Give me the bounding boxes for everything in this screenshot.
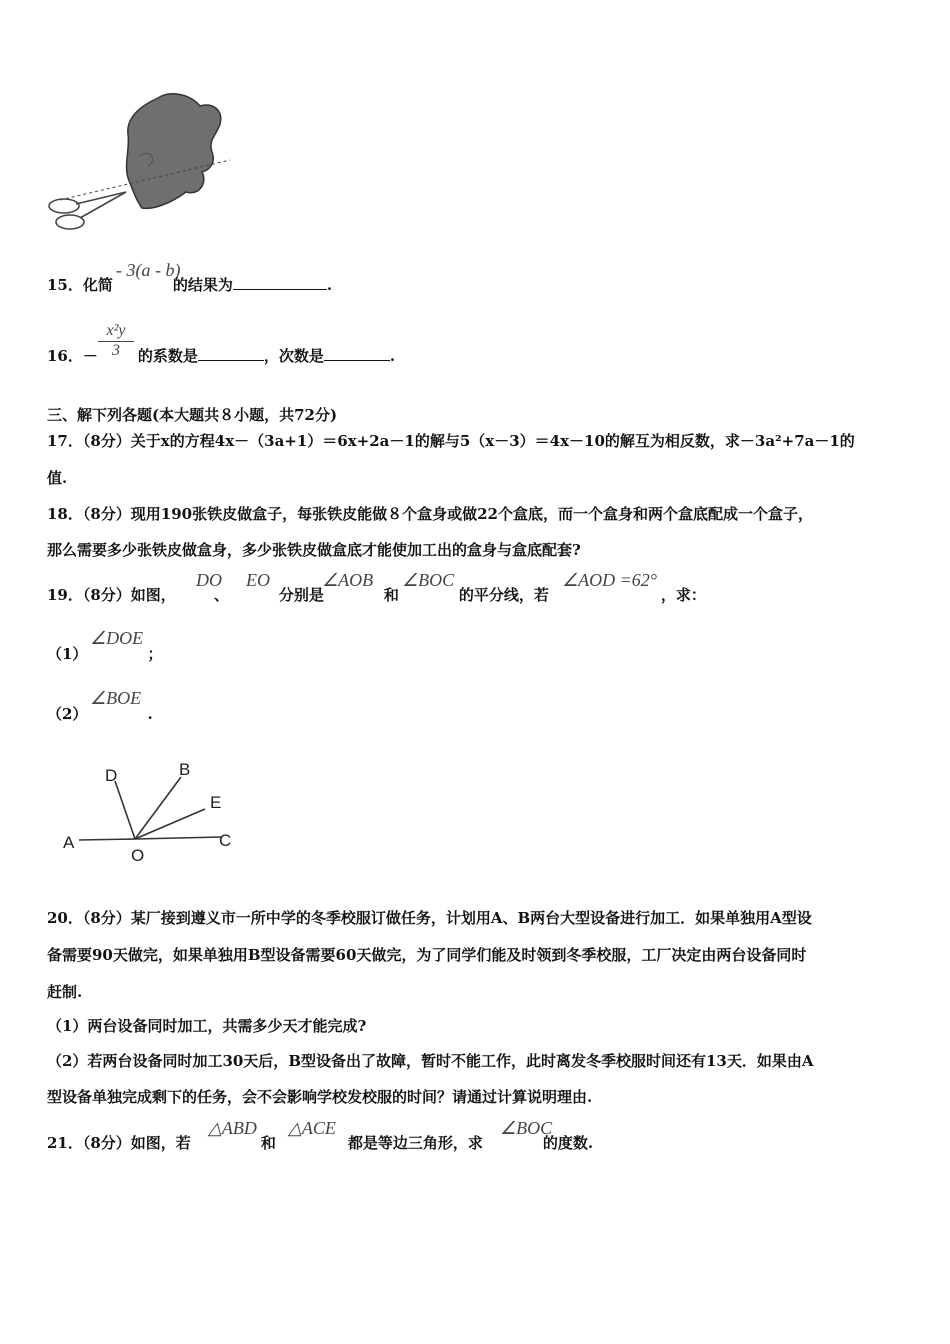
q19-expr-aod: ∠AOD =62° bbox=[562, 570, 657, 590]
label-c: C bbox=[219, 831, 232, 850]
q21-expr-ace: △ACE bbox=[288, 1118, 336, 1138]
section-3-heading: 三、解下列各题(本大题共８小题，共72分) bbox=[47, 406, 338, 424]
q21-expr-abd: △ABD bbox=[208, 1118, 257, 1138]
question-20-line1: 20．（8分）某厂接到遵义市一所中学的冬季校服订做任务，计划用A、B两台大型设备进行加工．如果单独用A型设 bbox=[47, 909, 812, 927]
question-17-line1: 17．（8分）关于x的方程4x－（3a+1）＝6x+2a－1的解与5（x－3）＝4x－10的解互为相反数，求－3a²+7a－1的 bbox=[47, 432, 855, 450]
q16-fraction bbox=[98, 322, 134, 360]
label-d: D bbox=[105, 766, 118, 785]
q20-sub2-line2: 型设备单独完成剩下的任务，会不会影响学校发校服的时间？请通过计算说明理由. bbox=[47, 1088, 593, 1106]
q20-sub2-line1: （2）若两台设备同时加工30天后，B型设备出了故障，暂时不能工作，此时离发冬季校服时间还有13天．如果由A bbox=[47, 1052, 814, 1070]
fraction-denominator: 3 bbox=[112, 342, 120, 359]
question-20-line3: 赶制. bbox=[47, 983, 83, 1001]
question-20-line2: 备需要90天做完，如果单独用B型设备需要60天做完，为了同学们能及时领到冬季校服，工厂决定由两台设备同时 bbox=[47, 946, 807, 964]
question-19: 19．（8分）如图， 、 分别是 和 的平分线，若 ，求： bbox=[47, 586, 706, 604]
question-21: 21．（8分）如图，若 和 都是等边三角形，求 的度数. bbox=[47, 1134, 594, 1152]
question-16: 16．－ 的系数是 ，次数是 . bbox=[47, 347, 396, 365]
q19-sub2-expr: ∠BOE bbox=[90, 688, 142, 708]
q19-expr-aob: ∠AOB bbox=[322, 570, 374, 590]
label-e: E bbox=[210, 793, 222, 812]
question-15: 15．化简 的结果为 . bbox=[47, 276, 333, 294]
ray-oa bbox=[79, 839, 135, 840]
question-17-line2: 值. bbox=[47, 469, 68, 487]
q19-expr-do: DO bbox=[196, 570, 222, 590]
label-o: O bbox=[131, 846, 145, 865]
leaf-scissors-figure bbox=[40, 88, 240, 238]
q19-sub1-expr: ∠DOE bbox=[90, 628, 144, 648]
question-18-line2: 那么需要多少张铁皮做盒身，多少张铁皮做盒底才能使加工出的盒身与盒底配套? bbox=[47, 541, 581, 559]
ray-oc bbox=[135, 837, 221, 839]
q15-expression: - 3(a - b) bbox=[116, 260, 181, 280]
q19-expr-boc: ∠BOC bbox=[402, 570, 455, 590]
label-b: B bbox=[179, 760, 191, 779]
q20-sub1: （1）两台设备同时加工，共需多少天才能完成? bbox=[47, 1017, 367, 1035]
q19-sub1: （1） ； bbox=[47, 645, 163, 663]
scissors-icon bbox=[49, 192, 126, 229]
label-a: A bbox=[63, 833, 75, 852]
leaf-shape bbox=[127, 94, 221, 209]
angle-figure bbox=[55, 755, 255, 870]
fraction-numerator: x²y bbox=[98, 322, 134, 342]
question-18-line1: 18．（8分）现用190张铁皮做盒子，每张铁皮能做８个盒身或做22个盒底，而一个盒身和两个盒底配成一个盒子， bbox=[47, 505, 814, 523]
ray-od bbox=[115, 781, 135, 839]
q19-expr-eo: EO bbox=[246, 570, 270, 590]
q19-sub2: （2） . bbox=[47, 705, 153, 723]
q21-expr-boc: ∠BOC bbox=[500, 1118, 553, 1138]
